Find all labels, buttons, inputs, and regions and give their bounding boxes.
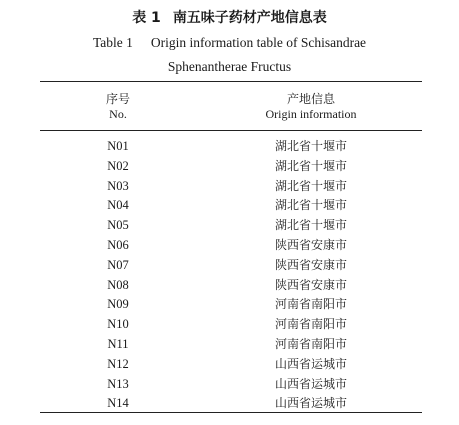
- cell-no: N09: [107, 297, 129, 312]
- table-row: [40, 137, 422, 157]
- cell-no: N11: [107, 336, 129, 351]
- cell-no: N14: [107, 396, 129, 411]
- table-bottom-rule: [40, 412, 422, 413]
- column-header-no: [88, 92, 148, 122]
- cell-origin: 山西省运城市: [274, 396, 347, 411]
- table-title-cn-text: 南五味子药材产地信息表: [172, 10, 327, 26]
- table-row: [40, 157, 422, 177]
- column-header-no-cn: 序号: [105, 92, 130, 106]
- cell-no: N06: [107, 237, 129, 252]
- table-row: [40, 355, 422, 375]
- cell-no: N01: [107, 139, 129, 153]
- cell-origin: 河南省南阳市: [274, 336, 347, 351]
- cell-no: N10: [107, 317, 129, 332]
- table-row: [40, 276, 422, 296]
- table-row: [40, 335, 422, 355]
- table-title-cn: [0, 9, 459, 27]
- cell-origin: 山西省运城市: [274, 356, 347, 371]
- table-top-rule: [40, 81, 422, 82]
- cell-no: N05: [107, 218, 129, 233]
- column-header-origin-cn: 产地信息: [286, 92, 335, 106]
- table-body: [40, 137, 422, 414]
- cell-origin: 山西省运城市: [274, 376, 347, 391]
- cell-no: N02: [107, 158, 129, 173]
- table-header-rule: [40, 130, 422, 131]
- table-row: [40, 256, 422, 276]
- column-header-origin: [246, 92, 376, 122]
- cell-origin: 河南省南阳市: [274, 297, 347, 312]
- cell-origin: 陕西省安康市: [274, 257, 347, 272]
- cell-origin: 湖北省十堰市: [274, 218, 347, 233]
- cell-origin: 湖北省十堰市: [274, 198, 347, 213]
- table-title-en-line1: [0, 34, 459, 52]
- cell-origin: 河南省南阳市: [274, 317, 347, 332]
- cell-no: N12: [107, 356, 129, 371]
- column-header-origin-en: Origin information: [265, 107, 357, 121]
- cell-origin: 湖北省十堰市: [274, 139, 347, 153]
- table-row: [40, 375, 422, 395]
- cell-no: N07: [107, 257, 129, 272]
- table-number-en: Table 1: [92, 35, 133, 50]
- cell-origin: 陕西省安康市: [274, 277, 347, 292]
- table-row: [40, 315, 422, 335]
- cell-no: N13: [107, 376, 129, 391]
- cell-origin: 陕西省安康市: [274, 237, 347, 252]
- cell-origin: 湖北省十堰市: [274, 178, 347, 193]
- table-row: [40, 295, 422, 315]
- table-row: [40, 216, 422, 236]
- table-row: [40, 177, 422, 197]
- table-row: [40, 236, 422, 256]
- column-header-no-en: No.: [109, 107, 127, 121]
- table-title-en-text1: Origin information table of Schisandrae: [150, 35, 367, 50]
- table-number-cn: 表 1: [132, 10, 161, 26]
- cell-no: N08: [107, 277, 129, 292]
- table-title-en-line2: Sphenantherae Fructus: [167, 59, 292, 74]
- cell-no: N04: [107, 198, 129, 213]
- cell-no: N03: [107, 178, 129, 193]
- table-row: [40, 196, 422, 216]
- cell-origin: 湖北省十堰市: [274, 158, 347, 173]
